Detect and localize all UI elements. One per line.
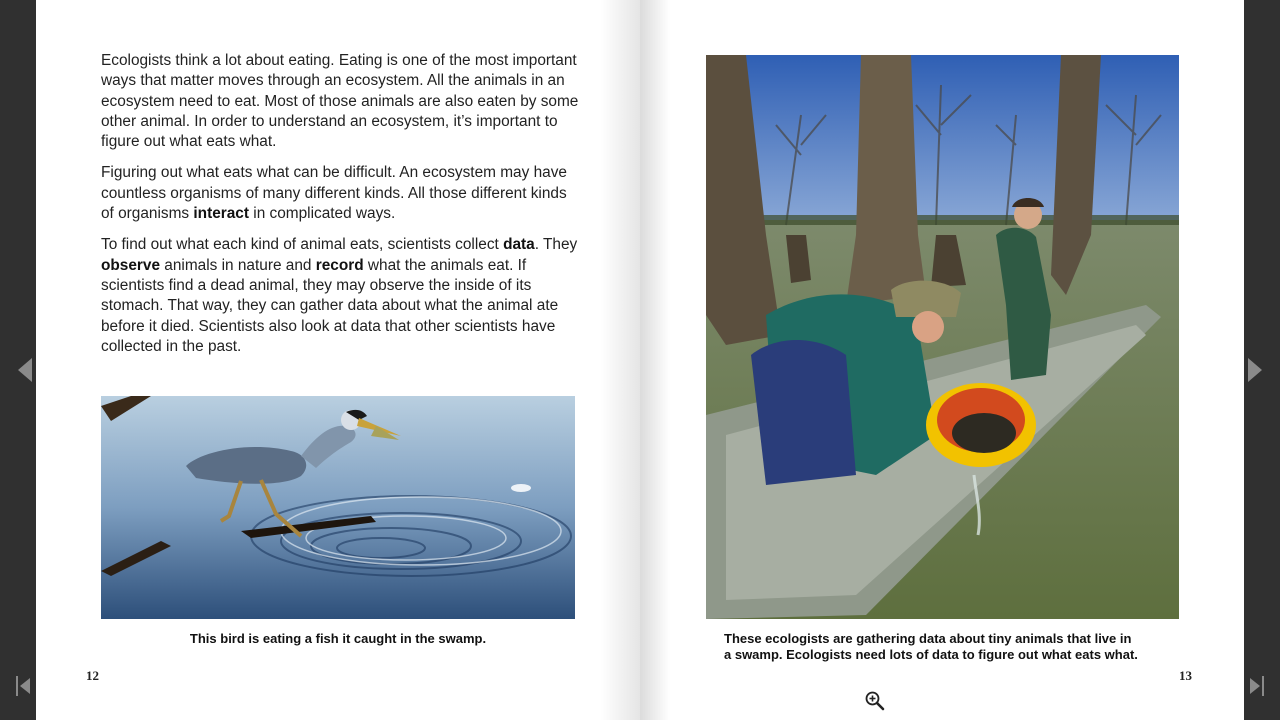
last-page-icon[interactable]: [1248, 676, 1264, 696]
left-page-body: [101, 51, 581, 368]
vocabulary-term: data: [503, 236, 535, 254]
text-run: Figuring out what eats what can be difficult. An ecosystem may have countless organisms of many different kinds. All those different kinds of organisms: [101, 164, 567, 223]
right-photo-caption: [724, 631, 1174, 663]
right-caption-line-1: These ecologists are gathering data about tiny animals that live in: [724, 631, 1132, 646]
previous-page-icon[interactable]: [18, 358, 32, 382]
text-run: To find out what each kind of animal eats, scientists collect: [101, 236, 504, 254]
right-page: [640, 0, 1244, 720]
body-paragraph: [101, 51, 581, 152]
text-run: . They: [534, 236, 578, 254]
left-navigation-bar: [0, 0, 36, 720]
ecologists-boat-photo: [706, 55, 1179, 619]
text-run: Ecologists think a lot about eating. Eating is one of the most important ways that matter moves through an ecosystem. All the animals in an ecosystem need to eat. Most of those animals are also eaten by some other animal. In order to understand an ecosystem, it’s important to figure out what eats what.: [101, 52, 579, 151]
vocabulary-term: observe: [101, 256, 161, 274]
text-run: what the animals eat. If scientists find a dead animal, they may observe the inside of its stomach. That way, they can gather data about what the animal ate before it died. Scientists also look at data that other scientists have collected in the past.: [101, 256, 559, 355]
body-paragraph: [101, 235, 581, 357]
text-run: animals in nature and: [160, 256, 316, 274]
page-number-left: 12: [86, 668, 99, 683]
next-page-icon[interactable]: [1248, 358, 1262, 382]
left-page: [36, 0, 640, 720]
heron-photo: [101, 396, 575, 619]
zoom-in-icon[interactable]: [864, 690, 886, 712]
left-photo-caption: This bird is eating a fish it caught in the swamp.: [189, 631, 487, 646]
page-number-right: 13: [1179, 668, 1192, 683]
vocabulary-term: interact: [193, 205, 249, 223]
body-paragraph: [101, 163, 581, 224]
text-run: in complicated ways.: [249, 205, 396, 223]
vocabulary-term: record: [315, 256, 364, 274]
right-caption-line-2: a swamp. Ecologists need lots of data to figure out what eats what.: [724, 647, 1138, 662]
first-page-icon[interactable]: [16, 676, 32, 696]
